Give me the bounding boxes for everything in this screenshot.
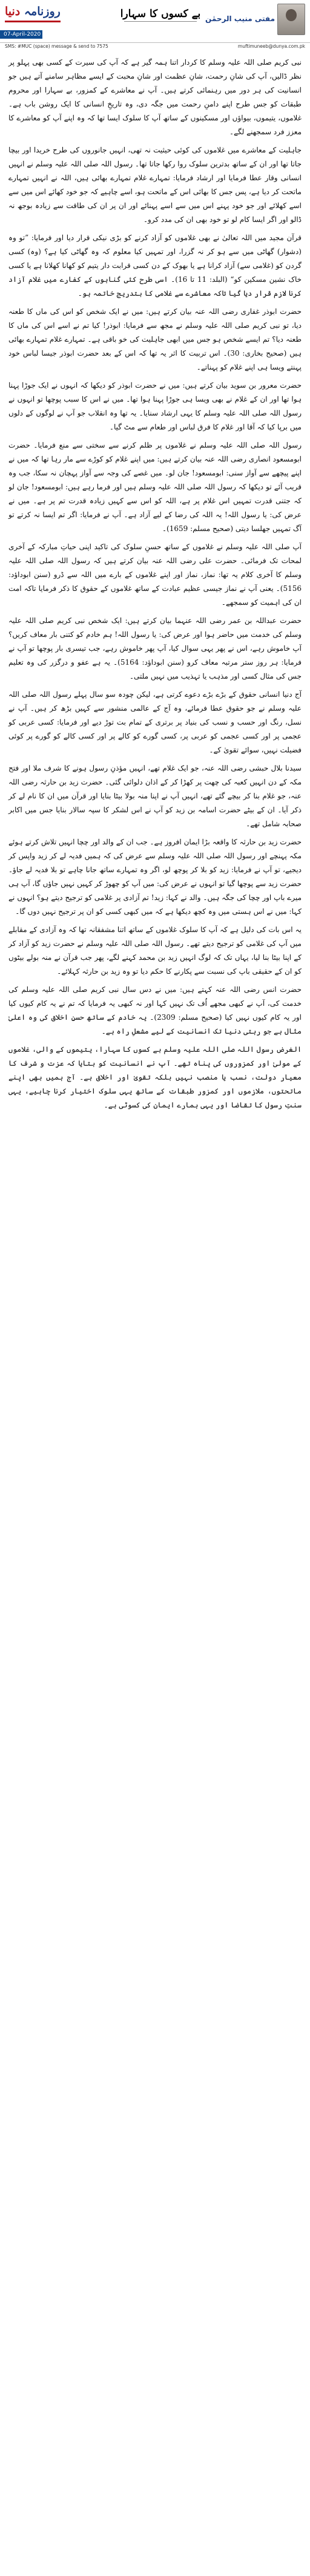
- article-paragraph: رسول اللہ صلی اللہ علیہ وسلم نے غلاموں پر ظلم کرنے سے سختی سے منع فرمایا۔ حضرت ابومسعود انصاری رضی اللہ عنہ بیان کرتے ہیں: میں اپنے غلام کو کوڑے سے مار رہا تھا کہ میں نے اپنے پیچھے سے آواز سنی: ابومسعود! جان لو۔ میں غصے کی وجہ سے آواز پہچان نہ سکا، جب وہ قریب آئے تو دیکھا کہ رسول اللہ صلی اللہ علیہ وسلم ہیں اور فرما رہے ہیں: ابومسعود! جان لو کہ جتنی قدرت تمہیں اس غلام پر ہے، اللہ کو اس سے کہیں زیادہ قدرت تم پر ہے۔ میں نے عرض کی: یا رسول اللہ! یہ اللہ کی رضا کے لیے آزاد ہے۔ آپ نے فرمایا: اگر تم ایسا نہ کرتے تو آگ تمہیں جھلسا دیتی (صحیح مسلم: 1659)۔: [8, 441, 302, 533]
- author-block: [205, 4, 305, 37]
- article-paragraph: قرآن مجید میں اللہ تعالیٰ نے بھی غلاموں کو آزاد کرنے کو بڑی نیکی قرار دیا اور فرمایا: ”تو وہ (دشوار) گھاٹی میں سے ہو کر نہ گزرا، اور تمہیں کیا معلوم کہ وہ گھاٹی کیا ہے؟ (وہ) کسی گردن کو (غلامی سے) آزاد کرانا ہے یا بھوک کے دن کسی قرابت دار یتیم کو کھانا کھلانا ہے یا کسی خاک نشین مسکین کو“ (البلد: 11 تا 16)۔ اسی طرح کئی گناہوں کے کفارے میں غلام آزاد کرنا لازم قرار دیا گیا تاکہ معاشرے سے غلامی کا بتدریج خاتمہ ہو۔: [8, 233, 302, 298]
- author-name: مفتی منیب الرحمٰن: [205, 15, 275, 23]
- article-paragraph: حضرت عبداللہ بن عمر رضی اللہ عنہما بیان کرتے ہیں: ایک شخص نبی کریم صلی اللہ علیہ وسلم کی خدمت میں حاضر ہوا اور عرض کی: یا رسول اللہ! ہم خادم کو کتنی بار معاف کریں؟ آپ خاموش رہے، اس نے پھر یہی سوال کیا، آپ پھر خاموش رہے، جب تیسری بار پوچھا تو آپ نے فرمایا: ہر روز ستر مرتبہ معاف کرو (سنن ابوداؤد: 5164)۔ یہ ہے عفو و درگزر کی وہ تعلیم جس کی مثال کسی اور مذہب یا تہذیب میں نہیں ملتی۔: [8, 616, 302, 680]
- title-block: [115, 7, 206, 22]
- article-paragraph: الغرض رسول اللہ صلی اللہ علیہ وسلم بے کسوں کا سہارا، یتیموں کے والی، غلاموں کے مولیٰ اور کمزوروں کی پناہ تھے۔ آپ نے انسانیت کو بتایا کہ عزت و شرف کا معیار دولت، نسب یا منصب نہیں بلکہ تقویٰ اور اخلاق ہے۔ آج ہمیں بھی اپنے ماتحتوں، ملازموں اور کمزور طبقات کے ساتھ یہی سلوک اختیار کرنا چاہیے، یہی سنتِ رسول کا تقاضا اور یہی ہمارے ایمان کی کسوٹی ہے۔: [8, 1045, 302, 1109]
- author-photo: [277, 4, 305, 35]
- article-body: [8, 56, 302, 2565]
- column-header: [0, 0, 310, 43]
- article-paragraph: سیدنا بلال حبشی رضی اللہ عنہ، جو ایک غلام تھے، انہیں مؤذنِ رسول ہونے کا شرف ملا اور فتح مکہ کے دن انہیں کعبہ کی چھت پر کھڑا کر کے اذان دلوائی گئی۔ حضرت زید بن حارثہ رضی اللہ عنہ، جو غلام بنا کر بیچے گئے تھے، انہیں آپ نے اپنا منہ بولا بیٹا بنایا اور قرآن میں ان کا نام لے کر ذکر آیا۔ ان کے بیٹے حضرت اسامہ بن زید کو آپ نے اس لشکر کا سپہ سالار بنایا جس میں اکابر صحابہ شامل تھے۔: [8, 764, 302, 828]
- title-underline: [124, 21, 197, 22]
- sms-instructions: SMS: #MUC (space) message & send to 7575: [5, 44, 108, 49]
- author-email[interactable]: muftimuneeb@dunya.com.pk: [237, 44, 305, 49]
- newspaper-logo: [5, 4, 76, 29]
- article-paragraph: آپ صلی اللہ علیہ وسلم نے غلاموں کے ساتھ حسنِ سلوک کی تاکید اپنی حیاتِ مبارکہ کے آخری لمحات تک فرمائی۔ حضرت علی رضی اللہ عنہ بیان کرتے ہیں کہ رسول اللہ صلی اللہ علیہ وسلم کا آخری کلام یہ تھا: نماز، نماز اور اپنے غلاموں کے بارے میں اللہ سے ڈرو (سنن ابوداؤد: 5156)۔ یعنی آپ نے نماز جیسی عظیم عبادت کے ساتھ غلاموں کے حقوق کا ذکر فرمایا تاکہ امت ان کی اہمیت کو سمجھے۔: [8, 543, 302, 607]
- article-paragraph: حضرت ابوذر غفاری رضی اللہ عنہ بیان کرتے ہیں: میں نے ایک شخص کو اس کی ماں کا طعنہ دیا، تو نبی کریم صلی اللہ علیہ وسلم نے مجھ سے فرمایا: ابوذر! کیا تم نے اسے اس کی ماں کا طعنہ دیا؟ تم ایسے شخص ہو جس میں ابھی جاہلیت کی خو باقی ہے۔ تمہارے غلام تمہارے بھائی ہیں (صحیح بخاری: 30)۔ اس تربیت کا اثر یہ تھا کہ اس کے بعد حضرت ابوذر جیسا لباس خود پہنتے ویسا ہی اپنے غلام کو پہناتے۔: [8, 307, 302, 371]
- article-paragraph: حضرت معرور بن سوید بیان کرتے ہیں: میں نے حضرت ابوذر کو دیکھا کہ انہوں نے ایک جوڑا پہنا ہوا تھا اور ان کے غلام نے بھی ویسا ہی جوڑا پہنا ہوا تھا۔ میں نے اس کا سبب پوچھا تو انہوں نے رسول اللہ صلی اللہ علیہ وسلم کا یہی ارشاد سنایا۔ یہ تھا وہ انقلاب جو آپ نے لوگوں کے دلوں میں برپا کیا کہ آقا اور غلام کا فرق لباس اور طعام سے مٹ گیا۔: [8, 381, 302, 431]
- article-paragraph: نبی کریم صلی اللہ علیہ وسلم کا کردار اتنا ہمہ گیر ہے کہ آپ کی سیرت کے کسی بھی پہلو پر نظر ڈالیں، آپ کی شانِ رحمت، شانِ عظمت اور شانِ محبت کے ایسے مظاہر سامنے آتے ہیں جو انسانیت کی ہر دور میں رہنمائی کرتے ہیں۔ آپ نے معاشرے کے کمزور، بے سہارا اور محروم طبقات کو جس طرح اپنے دامنِ رحمت میں جگہ دی، وہ تاریخِ انسانی کا ایک روشن باب ہے۔ غلاموں، یتیموں، بیواؤں اور مسکینوں کے ساتھ آپ کا سلوک ایسا تھا کہ وہ اپنے آپ کو معاشرے کا معزز فرد سمجھنے لگے۔: [8, 58, 302, 136]
- article-paragraph: آج دنیا انسانی حقوق کے بڑے بڑے دعوے کرتی ہے، لیکن چودہ سو سال پہلے رسول اللہ صلی اللہ علیہ وسلم نے جو حقوق عطا فرمائے، وہ آج کے عالمی منشور سے کہیں بڑھ کر ہیں۔ آپ نے نسل، رنگ اور حسب و نسب کی بنیاد پر برتری کے تمام بت توڑ دیے اور فرمایا: کسی عربی کو عجمی پر اور کسی عجمی کو عربی پر، کسی گورے کو کالے پر اور کسی کالے کو گورے پر کوئی فضیلت نہیں، سوائے تقویٰ کے۔: [8, 690, 302, 754]
- logo-text-main: روزنامہ: [24, 5, 61, 18]
- publish-date: 07-April-2020: [0, 30, 42, 39]
- logo-text-accent: دنیا: [5, 5, 21, 18]
- article-paragraph: یہ اس بات کی دلیل ہے کہ آپ کا سلوک غلاموں کے ساتھ اتنا مشفقانہ تھا کہ وہ آزادی کے مقابلے میں آپ کی غلامی کو ترجیح دیتے تھے۔ رسول اللہ صلی اللہ علیہ وسلم نے حضرت زید کو آزاد کر کے اپنا بیٹا بنا لیا، یہاں تک کہ لوگ انہیں زید بن محمد کہنے لگے، پھر جب قرآن نے منہ بولے بیٹوں کو ان کے حقیقی باپ کی نسبت سے پکارنے کا حکم دیا تو وہ زید بن حارثہ کہلائے۔: [8, 925, 302, 976]
- logo-underline: [5, 21, 61, 22]
- article-title: بے کسوں کا سہارا: [120, 8, 201, 20]
- article-paragraph: جاہلیت کے معاشرے میں غلاموں کی کوئی حیثیت نہ تھی، انہیں جانوروں کی طرح خریدا اور بیچا جاتا تھا اور ان کے ساتھ بدترین سلوک روا رکھا جاتا تھا۔ رسول اللہ صلی اللہ علیہ وسلم نے انہیں انسانی وقار عطا فرمایا اور ارشاد فرمایا: تمہارے غلام تمہارے بھائی ہیں، اللہ نے انہیں تمہارے ماتحت کر دیا ہے، پس جس کا بھائی اس کے ماتحت ہو، اسے چاہیے کہ جو خود کھائے اس میں سے اسے کھلائے اور جو خود پہنے اس میں سے اسے پہنائے اور ان پر ان کی طاقت سے زیادہ بوجھ نہ ڈالو اور اگر ایسا کام لو تو خود بھی ان کی مدد کرو۔: [8, 146, 302, 224]
- article-paragraph: حضرت انس رضی اللہ عنہ کہتے ہیں: میں نے دس سال نبی کریم صلی اللہ علیہ وسلم کی خدمت کی، آپ نے کبھی مجھے اُف تک نہیں کہا اور نہ کبھی یہ فرمایا کہ تم نے یہ کام کیوں کیا اور یہ کام کیوں نہیں کیا (صحیح مسلم: 2309)۔ یہ خادم کے ساتھ حسنِ اخلاق کی وہ اعلیٰ مثال ہے جو رہتی دنیا تک انسانیت کے لیے مشعلِ راہ ہے۔: [8, 985, 302, 1035]
- contact-line: [5, 43, 305, 50]
- article-paragraph: حضرت زید بن حارثہ کا واقعہ بڑا ایمان افروز ہے۔ جب ان کے والد اور چچا انہیں تلاش کرتے ہوئے مکہ پہنچے اور رسول اللہ صلی اللہ علیہ وسلم سے عرض کی کہ ہمیں فدیہ لے کر زید واپس کر دیجیے، تو آپ نے فرمایا: زید کو بلا کر پوچھ لو، اگر وہ تمہارے ساتھ جانا چاہے تو بلا فدیہ لے جاؤ۔ حضرت زید سے پوچھا گیا تو انہوں نے عرض کی: میں آپ کو چھوڑ کر کہیں نہیں جاؤں گا، آپ ہی میرے باپ اور چچا کی جگہ ہیں۔ والد نے کہا: زید! تم آزادی پر غلامی کو ترجیح دیتے ہو؟ انہوں نے کہا: میں نے اس ہستی میں وہ کچھ دیکھا ہے کہ میں کبھی کسی کو ان پر ترجیح نہیں دوں گا۔: [8, 838, 302, 916]
